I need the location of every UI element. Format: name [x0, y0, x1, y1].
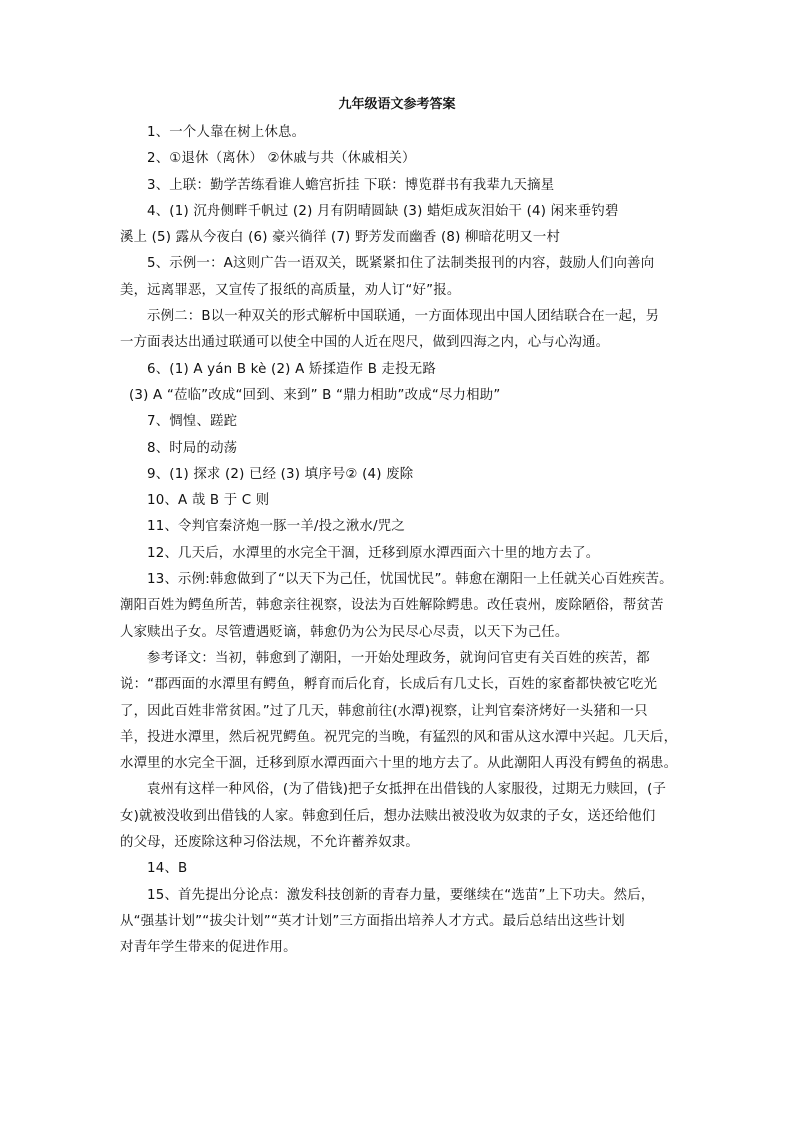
answer-body — [120, 120, 680, 962]
answer-line: 的父母，还废除这种习俗法规，不允许蓄养奴隶。 — [120, 835, 419, 851]
answer-line: 11、令判官秦济炮一豚一羊/投之湫水/咒之 — [147, 519, 405, 535]
answer-line: 美，远离罪恶，又宣传了报纸的高质量，劝人订“好”报。 — [120, 282, 461, 298]
answer-line: 从“强基计划”“拔尖计划”“英才计划”三方面指出培养人才方式。最后总结出这些计划 — [120, 913, 625, 929]
answer-line: (3) A “莅临”改成“回到、来到” B “鼎力相助”改成“尽力相助” — [129, 387, 501, 403]
answer-line: 10、A 哉 B 于 C 则 — [147, 493, 270, 509]
answer-line: 14、B — [147, 861, 188, 877]
answer-line: 一方面表达出通过联通可以使全中国的人近在咫尺，做到四海之内，心与心沟通。 — [120, 335, 610, 351]
answer-line: 说：“郡西面的水潭里有鳄鱼，孵育而后化育，长成后有几丈长，百姓的家畜都快被它吃光 — [120, 677, 658, 693]
answer-line: 6、(1) A yán B kè (2) A 矫揉造作 B 走投无路 — [147, 361, 436, 377]
answer-line: 2、①退休（离休） ②休戚与共（休戚相关） — [147, 151, 416, 167]
answer-line: 参考译文：当初，韩愈到了潮阳，一开始处理政务，就询问官吏有关百姓的疾苦，都 — [147, 650, 650, 666]
answer-line: 7、惆惶、蹉跎 — [147, 414, 238, 430]
page-title: 九年级语文参考答案 — [338, 97, 456, 112]
answer-line: 了，因此百姓非常贫困。”过了几天，韩愈前往(水潭)视察，让判官秦济烤好一头猪和一只 — [120, 703, 648, 719]
answer-line: 9、(1) 探求 (2) 已经 (3) 填序号② (4) 废除 — [147, 466, 414, 482]
answer-line: 5、示例一：A这则广告一语双关，既紧紧扣住了法制类报刊的内容，鼓励人们向善向 — [147, 256, 655, 272]
answer-line: 13、示例:韩愈做到了“以天下为己任，忧国忧民”。韩愈在潮阳一上任就关心百姓疾苦。 — [147, 572, 673, 588]
answer-line: 3、上联：勤学苦练看谁人蟾宫折挂 下联：博览群书有我辈九天摘星 — [147, 177, 555, 193]
answer-line: 示例二：B以一种双关的形式解析中国联通，一方面体现出中国人团结联合在一起，另 — [147, 309, 660, 325]
answer-line: 1、一个人靠在树上休息。 — [147, 125, 306, 140]
answer-line: 女)就被没收到出借钱的人家。韩愈到任后，想办法赎出被没收为奴隶的子女，送还给他们 — [120, 808, 656, 824]
answer-line: 4、(1) 沉舟侧畔千帆过 (2) 月有阴晴圆缺 (3) 蜡炬成灰泪始干 (4) 闲来垂钓碧 — [147, 203, 619, 219]
answer-line: 人家赎出子女。尽管遭遇贬谪，韩愈仍为公为民尽心尽责，以天下为己任。 — [120, 624, 569, 640]
answer-line: 袁州有这样一种风俗，(为了借钱)把子女抵押在出借钱的人家服役，过期无力赎回，(子 — [147, 782, 667, 798]
answer-line: 8、时局的动荡 — [147, 440, 238, 456]
answer-line: 对青年学生带来的促进作用。 — [120, 940, 297, 956]
answer-line: 溪上 (5) 露从今夜白 (6) 豪兴徜徉 (7) 野芳发而幽香 (8) 柳暗花明又一村 — [120, 230, 561, 246]
answer-line: 12、几天后，水潭里的水完全干涸，迁移到原水潭西面六十里的地方去了。 — [147, 545, 600, 561]
answer-line: 羊，投进水潭里，然后祝咒鳄鱼。祝咒完的当晚，有猛烈的风和雷从这水潭中兴起。几天后， — [120, 729, 678, 745]
answer-line: 潮阳百姓为鳄鱼所苦，韩愈亲往视察，设法为百姓解除鳄患。改任袁州，废除陋俗，帮贫苦 — [120, 598, 664, 614]
answer-line: 水潭里的水完全干涸，迁移到原水潭西面六十里的地方去了。从此潮阳人再没有鳄鱼的祸患。 — [120, 756, 678, 772]
answer-line: 15、首先提出分论点：激发科技创新的青春力量，要继续在“选苗”上下功夫。然后， — [147, 887, 655, 903]
